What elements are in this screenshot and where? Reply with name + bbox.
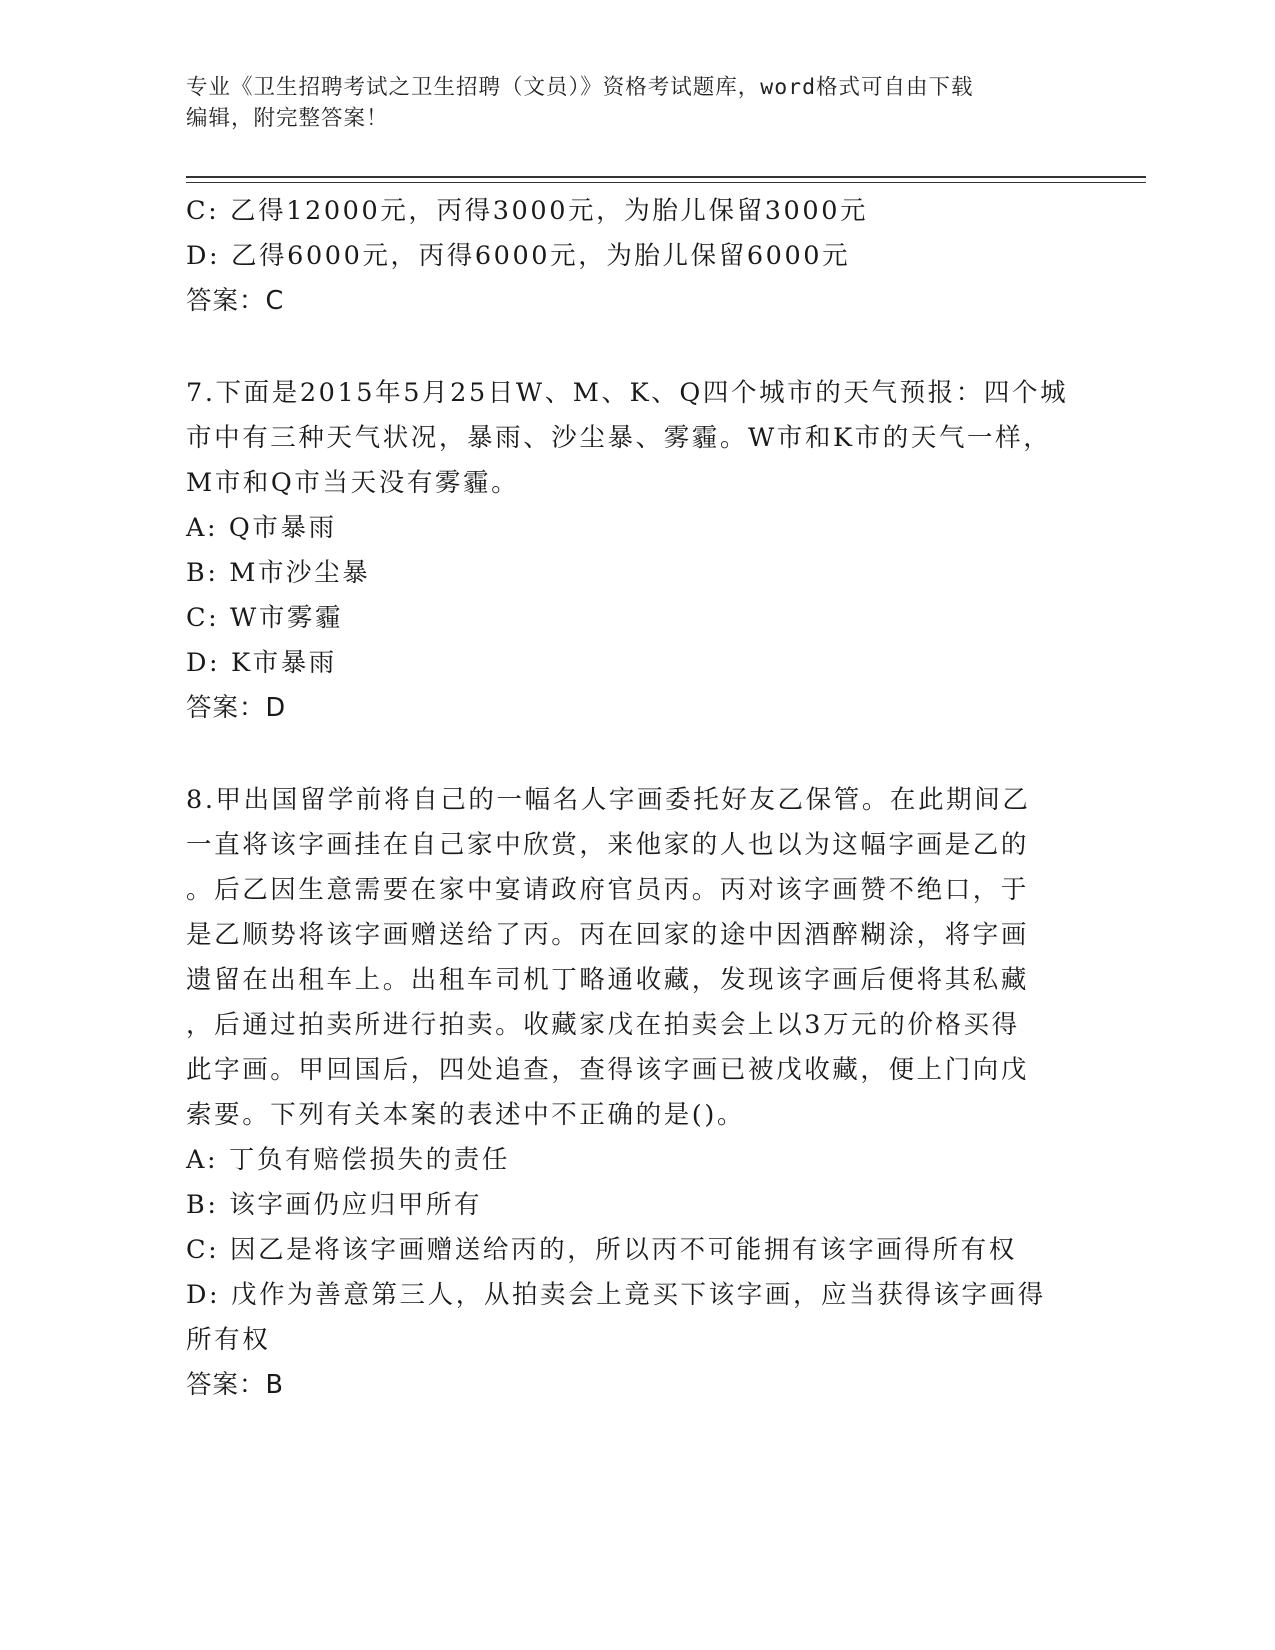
- header-line-2: 编辑，附完整答案！: [186, 106, 389, 131]
- header-rule-thin: [186, 182, 1146, 183]
- spacer: [186, 731, 1076, 778]
- q8-option-d: D: 戊作为善意第三人，从拍卖会上竟买下该字画，应当获得该字画得: [186, 1280, 1046, 1310]
- q8-option-b: B: 该字画仍应归甲所有: [186, 1190, 483, 1220]
- q6-option-c: C: 乙得12000元，丙得3000元，为胎儿保留3000元: [186, 196, 869, 226]
- q6-option-d: D: 乙得6000元，丙得6000元，为胎儿保留6000元: [186, 241, 851, 271]
- q7-option-b: B: M市沙尘暴: [186, 558, 371, 588]
- q8-stem-line: 索要。下列有关本案的表述中不正确的是()。: [186, 1100, 745, 1130]
- q7-option-a: A: Q市暴雨: [186, 513, 337, 543]
- q6-answer: 答案：C: [186, 286, 285, 316]
- q8-stem-line: 是乙顺势将该字画赠送给了丙。丙在回家的途中因酒醉糊涂，将字画: [186, 920, 1030, 950]
- q7-stem-line: M市和Q市当天没有雾霾。: [186, 468, 520, 498]
- question-content: [186, 189, 1076, 1408]
- q7-option-d: D: K市暴雨: [186, 648, 337, 678]
- q8-stem-line: 遗留在出租车上。出租车司机丁略通收藏，发现该字画后便将其私藏: [186, 965, 1030, 995]
- q8-option-d-continued: 所有权: [186, 1325, 271, 1355]
- header-rule-thick: [186, 176, 1146, 178]
- header-line-1: 专业《卫生招聘考试之卫生招聘（文员）》资格考试题库，word格式可自由下载: [186, 75, 974, 100]
- spacer: [186, 324, 1076, 371]
- q8-stem-line: ，后通过拍卖所进行拍卖。收藏家戊在拍卖会上以3万元的价格买得: [186, 1010, 1020, 1040]
- q8-stem-line: 一直将该字画挂在自己家中欣赏，来他家的人也以为这幅字画是乙的: [186, 830, 1030, 860]
- q8-stem-line: 。后乙因生意需要在家中宴请政府官员丙。丙对该字画赞不绝口，于: [186, 875, 1030, 905]
- q8-stem-line: 8.甲出国留学前将自己的一幅名人字画委托好友乙保管。在此期间乙: [186, 785, 1031, 815]
- q8-option-c: C: 因乙是将该字画赠送给丙的，所以丙不可能拥有该字画得所有权: [186, 1235, 1017, 1265]
- q7-answer: 答案：D: [186, 693, 287, 723]
- document-header: [186, 72, 1066, 134]
- q7-stem-line: 7.下面是2015年5月25日W、M、K、Q四个城市的天气预报：四个城: [186, 378, 1069, 408]
- q8-option-a: A: 丁负有赔偿损失的责任: [186, 1145, 510, 1175]
- q8-answer: 答案：B: [186, 1370, 284, 1400]
- q7-stem-line: 市中有三种天气状况，暴雨、沙尘暴、雾霾。W市和K市的天气一样，: [186, 423, 1052, 453]
- q7-option-c: C: W市雾霾: [186, 603, 344, 633]
- q8-stem-line: 此字画。甲回国后，四处追查，查得该字画已被戊收藏，便上门向戊: [186, 1055, 1030, 1085]
